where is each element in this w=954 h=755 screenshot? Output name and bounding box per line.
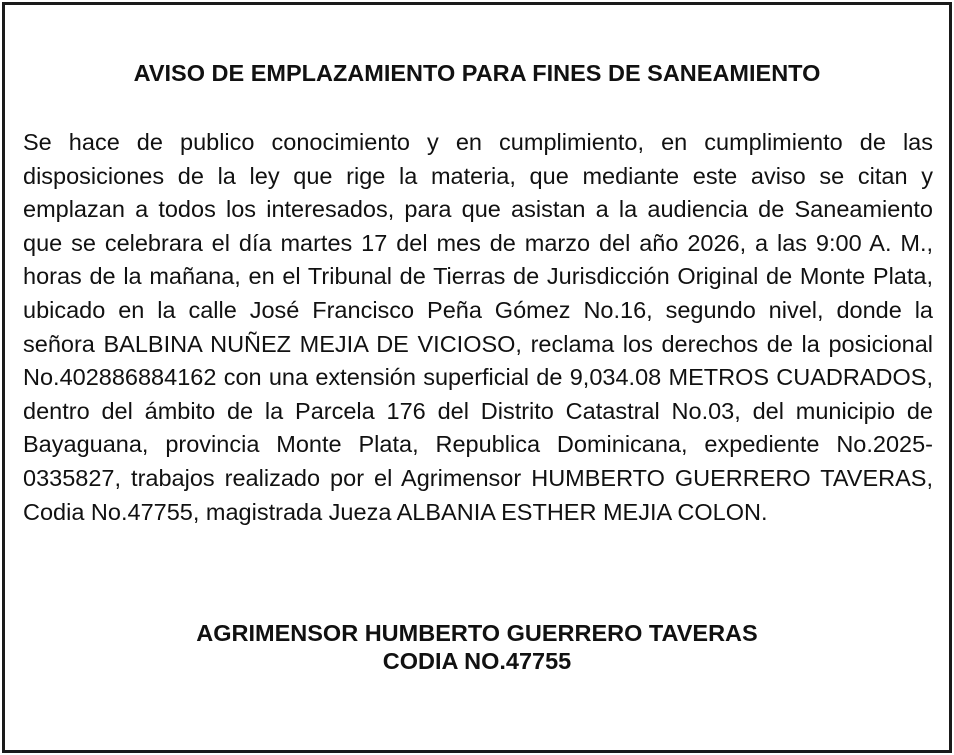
- notice-frame: [2, 2, 952, 753]
- signature-name: AGRIMENSOR HUMBERTO GUERRERO TAVERAS: [196, 620, 758, 646]
- signature-codia: CODIA NO.47755: [382, 648, 572, 674]
- notice-title: AVISO DE EMPLAZAMIENTO PARA FINES DE SANEAMIENTO: [133, 60, 821, 86]
- notice-body: Se hace de publico conocimiento y en cumplimiento, en cumplimiento de las disposiciones de la ley que rige la materia, que mediante este aviso se citan y emplazan a todos los interesados, para que asistan a la audiencia de Saneamiento que se celebrara el día martes 17 del mes de marzo del año 2026, a las 9:00 A. M., horas de la mañana, en el Tribunal de Tierras de Jurisdicción Original de Monte Plata, ubicado en la calle José Francisco Peña Gómez No.16, segundo nivel, donde la señora BALBINA NUÑEZ MEJIA DE VICIOSO, reclama los derechos de la posicional No.402886884162 con una extensión superficial de 9,034.08 METROS CUADRADOS, dentro del ámbito de la Parcela 176 del Distrito Catastral No.03, del municipio de Bayaguana, provincia Monte Plata, Republica Dominicana, expediente No.2025-0335827, trabajos realizado por el Agrimensor HUMBERTO GUERRERO TAVERAS, Codia No.47755, magistrada Jueza ALBANIA ESTHER MEJIA COLON.: [23, 129, 933, 525]
- signature-block: [5, 619, 949, 675]
